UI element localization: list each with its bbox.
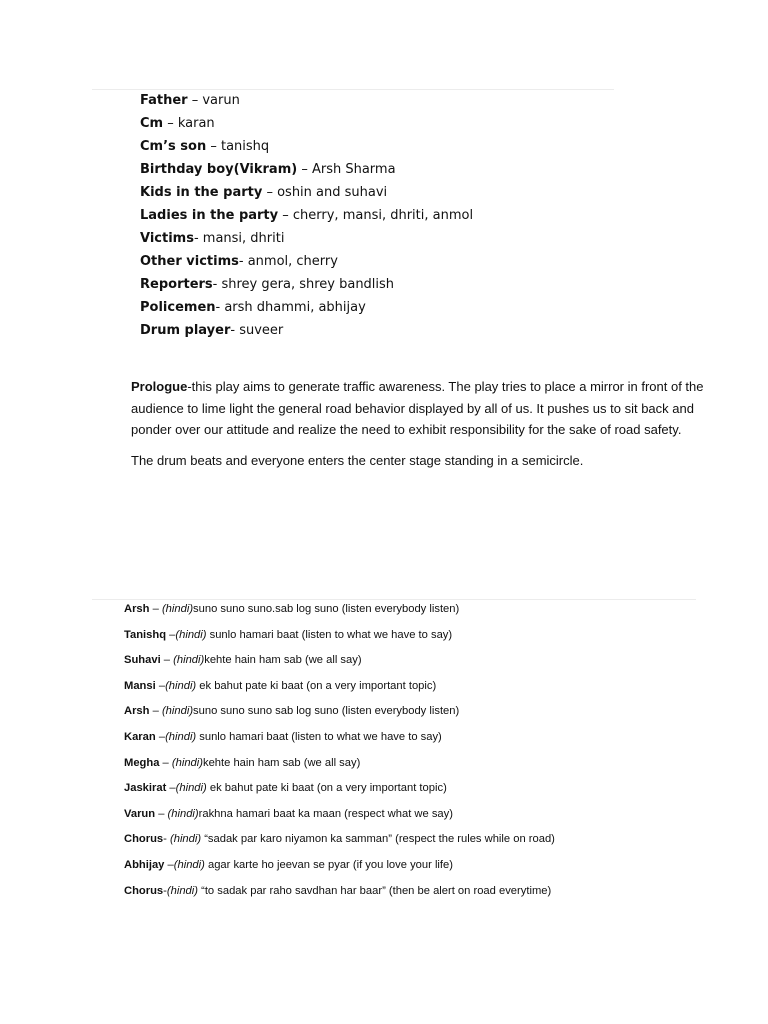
line-separator: - bbox=[163, 833, 170, 846]
dialogue-line bbox=[124, 853, 704, 879]
speaker-name: Megha bbox=[124, 756, 160, 769]
dialogue-line bbox=[124, 827, 704, 853]
line-separator: – bbox=[166, 782, 176, 795]
line-text: “sadak par karo niyamon ka samman” (respect the rules while on road) bbox=[201, 833, 555, 846]
cast-role: Birthday boy(Vikram) bbox=[140, 162, 298, 177]
cast-row bbox=[140, 204, 620, 227]
dialogue-line bbox=[124, 674, 704, 700]
line-text: suno suno suno sab log suno (listen everybody listen) bbox=[193, 705, 460, 718]
line-text: “to sadak par raho savdhan har baar” (then be alert on road everytime) bbox=[197, 884, 552, 897]
cast-actors: shrey gera, shrey bandlish bbox=[221, 277, 395, 292]
cast-separator: - bbox=[230, 323, 240, 338]
line-separator: – bbox=[155, 730, 166, 743]
language-tag: (hindi) bbox=[161, 603, 194, 615]
language-tag: (hindi) bbox=[175, 628, 207, 641]
language-tag: (hindi) bbox=[173, 858, 205, 871]
line-separator: - bbox=[163, 884, 167, 897]
cast-list bbox=[140, 89, 620, 342]
cast-row bbox=[140, 273, 620, 296]
language-tag: (hindi) bbox=[167, 807, 199, 820]
dialogue-line bbox=[124, 879, 704, 905]
language-tag: (hindi) bbox=[173, 654, 205, 667]
cast-row bbox=[140, 227, 620, 250]
language-tag: (hindi) bbox=[170, 833, 202, 846]
cast-actors: oshin and suhavi bbox=[277, 185, 388, 200]
cast-actors: mansi, dhriti bbox=[202, 231, 285, 246]
line-text: sunlo hamari baat (listen to what we have to say) bbox=[206, 628, 453, 641]
cast-separator: – bbox=[206, 139, 221, 154]
prologue-heading: Prologue bbox=[131, 379, 188, 394]
cast-role: Victims bbox=[140, 231, 194, 246]
language-tag: (hindi) bbox=[171, 756, 203, 769]
speaker-name: Chorus bbox=[124, 884, 164, 897]
speaker-name: Abhijay bbox=[124, 858, 165, 871]
cast-actors: varun bbox=[202, 93, 240, 108]
dialogue-line bbox=[124, 597, 704, 623]
cast-actors: tanishq bbox=[220, 139, 270, 154]
cast-role: Ladies in the party bbox=[140, 208, 279, 223]
line-text: ek bahut pate ki baat (on a very important topic) bbox=[196, 679, 437, 692]
prologue-text: -this play aims to generate traffic awareness. The play tries to place a mirror in front of the audience to lime light the general road behavior displayed by all of us. It pushes us to sit back and ponder over our attitude and realize the need to exhibit responsibility for the sake of road safety. bbox=[131, 379, 704, 437]
cast-actors: Arsh Sharma bbox=[311, 162, 396, 177]
line-separator: – bbox=[160, 654, 174, 667]
cast-separator: - bbox=[193, 231, 203, 246]
dialogue-line bbox=[124, 623, 704, 649]
line-text: sunlo hamari baat (listen to what we have to say) bbox=[196, 730, 442, 743]
language-tag: (hindi) bbox=[165, 679, 197, 692]
line-separator: – bbox=[155, 807, 168, 820]
line-text: suno suno suno.sab log suno (listen everybody listen) bbox=[193, 603, 460, 615]
line-separator: – bbox=[164, 858, 174, 871]
stage-direction: The drum beats and everyone enters the center stage standing in a semicircle. bbox=[131, 452, 584, 468]
cast-actors: anmol, cherry bbox=[247, 254, 338, 269]
cast-role: Cm bbox=[140, 116, 164, 131]
cast-role: Cm’s son bbox=[140, 139, 207, 154]
cast-separator: – bbox=[297, 162, 312, 177]
speaker-name: Suhavi bbox=[124, 654, 161, 667]
language-tag: (hindi) bbox=[165, 730, 197, 743]
cast-role: Other victims bbox=[140, 254, 239, 269]
cast-row bbox=[140, 158, 620, 181]
cast-role: Kids in the party bbox=[140, 185, 263, 200]
speaker-name: Arsh bbox=[124, 705, 150, 718]
cast-actors: cherry, mansi, dhriti, anmol bbox=[292, 208, 474, 223]
line-separator: – bbox=[149, 705, 162, 718]
speaker-name: Karan bbox=[124, 730, 156, 743]
speaker-name: Varun bbox=[124, 807, 156, 820]
prologue-section bbox=[131, 376, 711, 471]
line-separator: – bbox=[149, 603, 162, 615]
line-separator: – bbox=[155, 679, 166, 692]
prologue-paragraph bbox=[131, 376, 711, 441]
speaker-name: Chorus bbox=[124, 833, 164, 846]
line-text: kehte hain ham sab (we all say) bbox=[204, 654, 362, 667]
cast-actors: suveer bbox=[239, 323, 284, 338]
cast-role: Reporters bbox=[140, 277, 213, 292]
line-text: ek bahut pate ki baat (on a very important topic) bbox=[206, 782, 447, 795]
cast-separator: - bbox=[215, 300, 225, 315]
cast-separator: – bbox=[278, 208, 293, 223]
dialogue-line bbox=[124, 725, 704, 751]
cast-role: Drum player bbox=[140, 323, 231, 338]
language-tag: (hindi) bbox=[166, 884, 198, 897]
line-separator: – bbox=[159, 756, 172, 769]
cast-row bbox=[140, 319, 620, 342]
cast-row bbox=[140, 181, 620, 204]
language-tag: (hindi) bbox=[175, 782, 207, 795]
cast-row bbox=[140, 250, 620, 273]
speaker-name: Mansi bbox=[124, 679, 156, 692]
line-text: kehte hain ham sab (we all say) bbox=[202, 756, 361, 769]
cast-separator: - bbox=[212, 277, 222, 292]
cast-row bbox=[140, 112, 620, 135]
dialogue-line bbox=[124, 699, 704, 725]
cast-separator: - bbox=[238, 254, 248, 269]
language-tag: (hindi) bbox=[161, 705, 194, 718]
cast-actors: arsh dhammi, abhijay bbox=[224, 300, 366, 315]
speaker-name: Jaskirat bbox=[124, 782, 167, 795]
dialogue-line bbox=[124, 776, 704, 802]
cast-actors: karan bbox=[177, 116, 215, 131]
line-text: rakhna hamari baat ka maan (respect what we say) bbox=[198, 807, 453, 820]
dialogue-list bbox=[124, 597, 704, 904]
cast-row bbox=[140, 135, 620, 158]
dialogue-line bbox=[124, 802, 704, 828]
line-separator: – bbox=[166, 628, 176, 641]
cast-row bbox=[140, 296, 620, 319]
dialogue-line bbox=[124, 648, 704, 674]
cast-role: Father bbox=[140, 93, 188, 108]
cast-role: Policemen bbox=[140, 300, 216, 315]
cast-separator: – bbox=[262, 185, 278, 200]
cast-row bbox=[140, 89, 620, 112]
cast-separator: – bbox=[163, 116, 178, 131]
speaker-name: Arsh bbox=[124, 603, 150, 615]
line-text: agar karte ho jeevan se pyar (if you love your life) bbox=[204, 858, 453, 871]
cast-separator: – bbox=[187, 93, 203, 108]
speaker-name: Tanishq bbox=[124, 628, 167, 641]
dialogue-line bbox=[124, 751, 704, 777]
